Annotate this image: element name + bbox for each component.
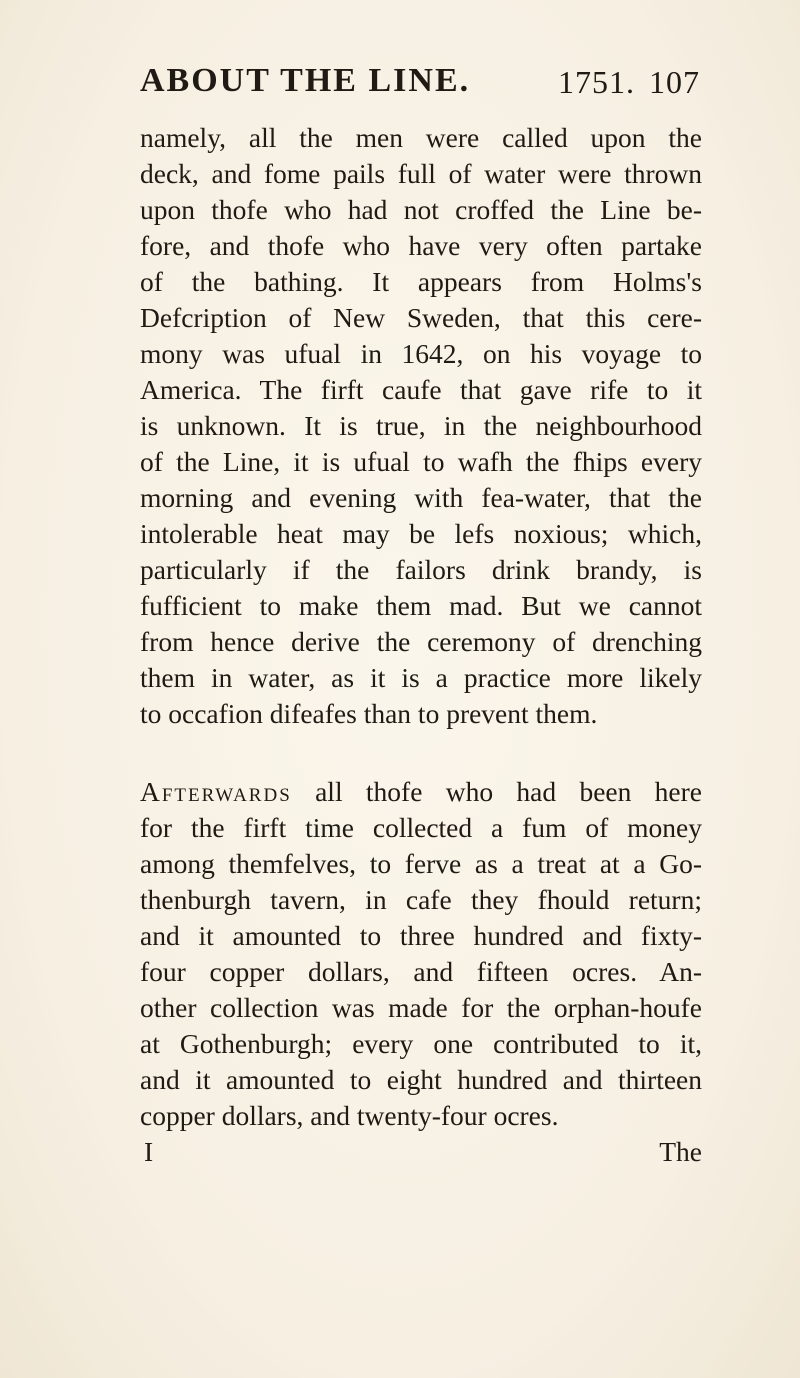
- text-run: all thofe who had been here: [291, 776, 702, 807]
- running-head: [140, 62, 700, 112]
- text-line: of the Line, it is ufual to wafh the fhips every: [140, 446, 702, 477]
- text-line: of the bathing. It appears from Holms's: [140, 266, 702, 297]
- text-line: fore, and thofe who have very often partake: [140, 230, 702, 261]
- lead-word: Afterwards: [140, 776, 292, 807]
- text-line: at Gothenburgh; every one contributed to it,: [140, 1028, 702, 1059]
- text-line: particularly if the failors drink brandy, is: [140, 554, 702, 585]
- text-line: is unknown. It is true, in the neighbourhood: [140, 410, 702, 441]
- text-line: to occafion difeafes than to prevent them.: [140, 698, 598, 729]
- text-line: other collection was made for the orphan-houfe: [140, 992, 702, 1023]
- text-line: fufficient to make them mad. But we cannot: [140, 590, 702, 621]
- text-line: namely, all the men were called upon the: [140, 122, 702, 153]
- text-line: America. The firft caufe that gave rife to it: [140, 374, 702, 405]
- signature-mark: I: [144, 1136, 154, 1167]
- text-line: them in water, as it is a practice more likely: [140, 662, 702, 693]
- text-line: among themfelves, to ferve as a treat at a Go-: [140, 848, 702, 879]
- body-text: [140, 120, 702, 1170]
- catchword: The: [659, 1136, 702, 1167]
- text-line: deck, and fome pails full of water were thrown: [140, 158, 702, 189]
- text-line: thenburgh tavern, in cafe they fhould return;: [140, 884, 702, 915]
- text-line: for the firft time collected a fum of money: [140, 812, 702, 843]
- running-head-title: ABOUT THE LINE.: [140, 62, 471, 99]
- page-number: 107: [649, 64, 700, 100]
- text-line: and it amounted to three hundred and fixty-: [140, 920, 702, 951]
- text-line: intolerable heat may be lefs noxious; which,: [140, 518, 702, 549]
- page-footer: [140, 1134, 702, 1170]
- running-head-year: 1751.: [558, 64, 635, 100]
- text-line: upon thofe who had not croffed the Line be-: [140, 194, 702, 225]
- text-line: copper dollars, and twenty-four ocres.: [140, 1100, 559, 1131]
- text-line: from hence derive the ceremony of drenching: [140, 626, 702, 657]
- paragraph-gap: [140, 732, 702, 774]
- text-line: four copper dollars, and fifteen ocres. An-: [140, 956, 702, 987]
- paragraph-opening-line: [140, 774, 702, 810]
- text-line: mony was ufual in 1642, on his voyage to: [140, 338, 702, 369]
- text-line: morning and evening with fea-water, that the: [140, 482, 702, 513]
- text-line: and it amounted to eight hundred and thirteen: [140, 1064, 702, 1095]
- text-line: Defcription of New Sweden, that this cere-: [140, 302, 702, 333]
